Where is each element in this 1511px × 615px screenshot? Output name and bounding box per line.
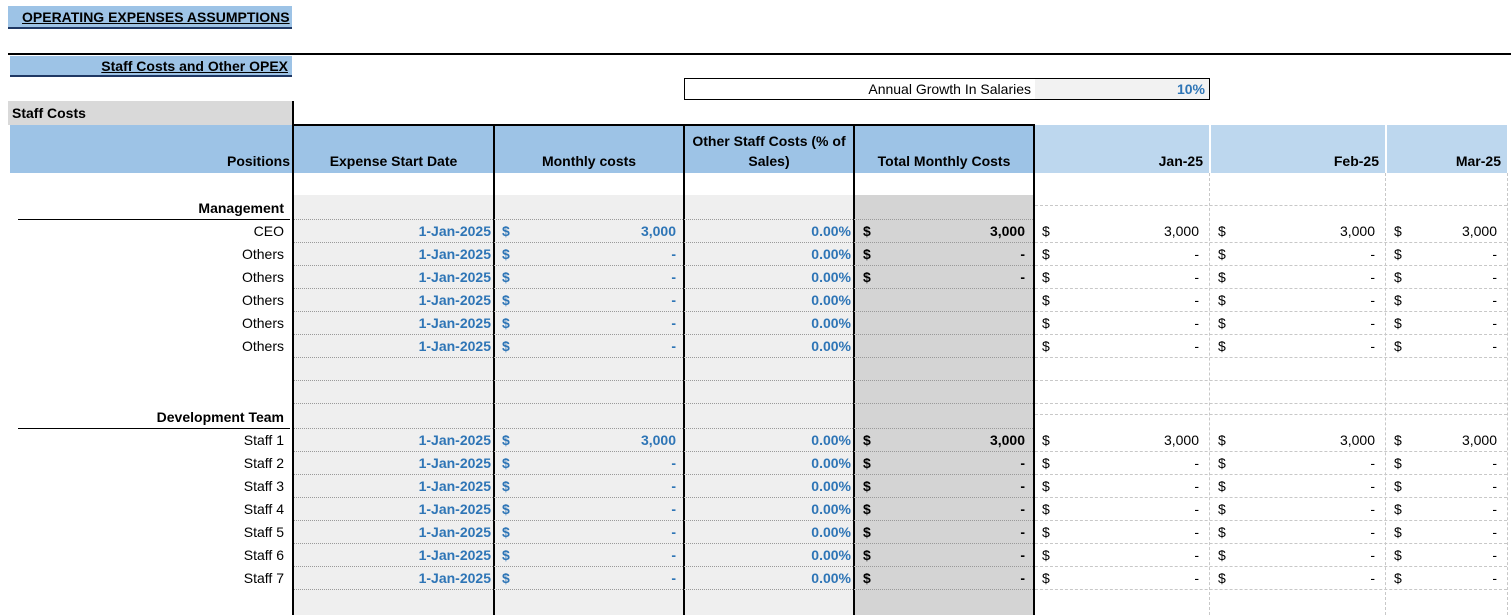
total-monthly-value: - (1020, 547, 1025, 563)
total-monthly-value: - (1020, 570, 1025, 586)
month-value: - (1194, 547, 1199, 563)
month-row-divider (1035, 403, 1507, 404)
month-value: - (1194, 292, 1199, 308)
currency-symbol: $ (1042, 570, 1050, 586)
start-date-input[interactable]: 1-Jan-2025 (418, 315, 491, 331)
start-date-input[interactable]: 1-Jan-2025 (418, 246, 491, 262)
currency-symbol: $ (1218, 432, 1226, 448)
other-costs-input[interactable]: 0.00% (811, 246, 851, 262)
currency-symbol: $ (502, 292, 510, 308)
position-label: Others (241, 338, 284, 354)
currency-symbol: $ (502, 570, 510, 586)
position-label: Staff 2 (243, 455, 284, 471)
month-value: - (1492, 524, 1497, 540)
position-label: Others (241, 292, 284, 308)
currency-symbol: $ (1394, 478, 1402, 494)
position-label: Staff 1 (243, 432, 284, 448)
currency-symbol: $ (1042, 501, 1050, 517)
currency-symbol: $ (502, 223, 510, 239)
currency-symbol: $ (1042, 338, 1050, 354)
monthly-cost-input[interactable]: - (671, 269, 676, 285)
column-divider (853, 125, 855, 615)
currency-symbol: $ (1394, 315, 1402, 331)
month-divider (1507, 173, 1508, 615)
position-label: Staff 7 (243, 570, 284, 586)
month-value: 3,000 (1339, 432, 1375, 448)
currency-symbol: $ (1042, 432, 1050, 448)
currency-symbol: $ (1394, 223, 1402, 239)
currency-symbol: $ (1394, 246, 1402, 262)
row-divider (294, 380, 1033, 381)
month-value: - (1370, 501, 1375, 517)
growth-label: Annual Growth In Salaries (868, 81, 1031, 97)
group-title: Management (198, 200, 284, 216)
start-date-input[interactable]: 1-Jan-2025 (418, 547, 491, 563)
month-value: - (1492, 338, 1497, 354)
currency-symbol: $ (502, 455, 510, 471)
start-date-input[interactable]: 1-Jan-2025 (418, 223, 491, 239)
month-value: - (1370, 524, 1375, 540)
sheet-title: OPERATING EXPENSES ASSUMPTIONS (8, 6, 292, 29)
currency-symbol: $ (1218, 246, 1226, 262)
month-value: - (1492, 246, 1497, 262)
position-label: Others (241, 315, 284, 331)
currency-symbol: $ (1394, 547, 1402, 563)
month-value: - (1370, 338, 1375, 354)
currency-symbol: $ (502, 338, 510, 354)
month-row-divider (1035, 205, 1507, 206)
other-costs-input[interactable]: 0.00% (811, 315, 851, 331)
position-label: Staff 3 (243, 478, 284, 494)
monthly-cost-input[interactable]: - (671, 315, 676, 331)
header-monthly-costs: Monthly costs (495, 125, 683, 173)
group-title: Development Team (156, 409, 284, 425)
position-label: Staff 4 (243, 501, 284, 517)
month-value: - (1194, 524, 1199, 540)
month-value: - (1194, 570, 1199, 586)
month-value: - (1194, 338, 1199, 354)
currency-symbol: $ (1218, 223, 1226, 239)
month-value: - (1194, 246, 1199, 262)
month-value: 3,000 (1339, 223, 1375, 239)
currency-symbol: $ (863, 269, 871, 285)
total-monthly-value: 3,000 (989, 223, 1025, 239)
currency-symbol: $ (863, 501, 871, 517)
month-value: 3,000 (1461, 432, 1497, 448)
total-monthly-value: - (1020, 501, 1025, 517)
position-label: Others (241, 246, 284, 262)
currency-symbol: $ (1218, 315, 1226, 331)
monthly-cost-input[interactable]: - (671, 338, 676, 354)
currency-symbol: $ (502, 547, 510, 563)
staff-costs-label: Staff Costs (8, 101, 292, 125)
total-monthly-value: - (1020, 455, 1025, 471)
month-divider (1209, 173, 1210, 615)
header-positions: Positions (10, 125, 292, 173)
start-date-input[interactable]: 1-Jan-2025 (418, 524, 491, 540)
other-costs-input[interactable]: 0.00% (811, 223, 851, 239)
section-subtitle: Staff Costs and Other OPEX (10, 56, 292, 77)
row-divider (294, 403, 1033, 404)
other-costs-input[interactable]: 0.00% (811, 547, 851, 563)
currency-symbol: $ (1042, 455, 1050, 471)
other-costs-input[interactable]: 0.00% (811, 570, 851, 586)
position-label: Others (241, 269, 284, 285)
month-value: - (1492, 269, 1497, 285)
position-label: CEO (253, 223, 284, 239)
currency-symbol: $ (1218, 547, 1226, 563)
other-costs-input[interactable]: 0.00% (811, 269, 851, 285)
row-divider (294, 357, 1033, 358)
column-divider (493, 125, 495, 615)
currency-symbol: $ (1042, 478, 1050, 494)
start-date-input[interactable]: 1-Jan-2025 (418, 478, 491, 494)
month-value: - (1492, 478, 1497, 494)
month-value: - (1492, 501, 1497, 517)
month-row-divider (1035, 414, 1507, 415)
other-costs-input[interactable]: 0.00% (811, 292, 851, 308)
currency-symbol: $ (1042, 524, 1050, 540)
total-monthly-value: - (1020, 246, 1025, 262)
currency-symbol: $ (1218, 524, 1226, 540)
currency-symbol: $ (1042, 292, 1050, 308)
month-value: - (1370, 570, 1375, 586)
currency-symbol: $ (1394, 524, 1402, 540)
header-other-staff-costs: Other Staff Costs (% of Sales) (685, 125, 853, 173)
monthly-cost-input[interactable]: 3,000 (640, 432, 676, 448)
currency-symbol: $ (502, 501, 510, 517)
monthly-cost-input[interactable]: 3,000 (640, 223, 676, 239)
monthly-cost-input[interactable]: - (671, 246, 676, 262)
month-value: 3,000 (1163, 432, 1199, 448)
month-value: - (1370, 292, 1375, 308)
currency-symbol: $ (1218, 570, 1226, 586)
monthly-cost-input[interactable]: - (671, 455, 676, 471)
month-value: - (1370, 478, 1375, 494)
month-value: - (1370, 547, 1375, 563)
currency-symbol: $ (1042, 269, 1050, 285)
currency-symbol: $ (1218, 292, 1226, 308)
currency-symbol: $ (502, 524, 510, 540)
month-row-divider (1035, 357, 1507, 358)
header-month-1: Jan-25 (1035, 125, 1209, 173)
currency-symbol: $ (502, 432, 510, 448)
position-label: Staff 6 (243, 547, 284, 563)
total-monthly-value: - (1020, 269, 1025, 285)
month-value: - (1194, 269, 1199, 285)
currency-symbol: $ (1394, 501, 1402, 517)
month-value: - (1492, 455, 1497, 471)
currency-symbol: $ (863, 547, 871, 563)
monthly-cost-input[interactable]: - (671, 292, 676, 308)
start-date-input[interactable]: 1-Jan-2025 (418, 292, 491, 308)
other-costs-input[interactable]: 0.00% (811, 338, 851, 354)
section-divider (8, 53, 1511, 55)
currency-symbol: $ (1394, 455, 1402, 471)
currency-symbol: $ (1042, 223, 1050, 239)
other-costs-input[interactable]: 0.00% (811, 501, 851, 517)
other-costs-input[interactable]: 0.00% (811, 478, 851, 494)
month-value: 3,000 (1163, 223, 1199, 239)
month-value: - (1370, 246, 1375, 262)
total-monthly-value: 3,000 (989, 432, 1025, 448)
monthly-cost-input[interactable]: - (671, 501, 676, 517)
currency-symbol: $ (502, 315, 510, 331)
column-divider (1033, 125, 1035, 615)
month-value: - (1492, 315, 1497, 331)
other-costs-input[interactable]: 0.00% (811, 455, 851, 471)
currency-symbol: $ (863, 432, 871, 448)
start-date-input[interactable]: 1-Jan-2025 (418, 501, 491, 517)
currency-symbol: $ (863, 570, 871, 586)
currency-symbol: $ (1394, 338, 1402, 354)
currency-symbol: $ (1394, 292, 1402, 308)
position-label: Staff 5 (243, 524, 284, 540)
month-value: - (1194, 501, 1199, 517)
other-costs-input[interactable]: 0.00% (811, 524, 851, 540)
growth-assumption (684, 78, 1210, 100)
currency-symbol: $ (1218, 338, 1226, 354)
total-monthly-value: - (1020, 524, 1025, 540)
currency-symbol: $ (863, 524, 871, 540)
currency-symbol: $ (1218, 269, 1226, 285)
column-divider (683, 125, 685, 615)
month-value: - (1370, 455, 1375, 471)
currency-symbol: $ (863, 246, 871, 262)
currency-symbol: $ (502, 246, 510, 262)
header-total-monthly: Total Monthly Costs (855, 125, 1033, 173)
currency-symbol: $ (1042, 246, 1050, 262)
month-row-divider (1035, 380, 1507, 381)
column-divider (292, 125, 294, 615)
month-value: 3,000 (1461, 223, 1497, 239)
month-divider (1385, 173, 1386, 615)
currency-symbol: $ (863, 223, 871, 239)
row-divider (294, 589, 1033, 590)
currency-symbol: $ (1394, 570, 1402, 586)
monthly-cost-input[interactable]: - (671, 570, 676, 586)
header-month-2: Feb-25 (1211, 125, 1385, 173)
month-row-divider (1035, 589, 1507, 590)
other-costs-input[interactable]: 0.00% (811, 432, 851, 448)
header-start-date: Expense Start Date (294, 125, 493, 173)
currency-symbol: $ (1218, 455, 1226, 471)
month-value: - (1370, 315, 1375, 331)
month-value: - (1194, 455, 1199, 471)
monthly-cost-input[interactable]: - (671, 547, 676, 563)
growth-input[interactable]: 10% (1035, 79, 1209, 99)
currency-symbol: $ (502, 269, 510, 285)
monthly-cost-input[interactable]: - (671, 524, 676, 540)
start-date-input[interactable]: 1-Jan-2025 (418, 269, 491, 285)
header-top-border (292, 124, 1035, 126)
month-value: - (1492, 547, 1497, 563)
currency-symbol: $ (1042, 315, 1050, 331)
month-value: - (1194, 478, 1199, 494)
currency-symbol: $ (863, 478, 871, 494)
start-date-input[interactable]: 1-Jan-2025 (418, 338, 491, 354)
total-monthly-value: - (1020, 478, 1025, 494)
month-value: - (1492, 570, 1497, 586)
currency-symbol: $ (1394, 269, 1402, 285)
currency-symbol: $ (1218, 501, 1226, 517)
currency-symbol: $ (863, 455, 871, 471)
start-date-input[interactable]: 1-Jan-2025 (418, 570, 491, 586)
month-value: - (1492, 292, 1497, 308)
header-month-3: Mar-25 (1387, 125, 1507, 173)
monthly-cost-input[interactable]: - (671, 478, 676, 494)
currency-symbol: $ (1218, 478, 1226, 494)
positions-header-border (292, 101, 294, 125)
start-date-input[interactable]: 1-Jan-2025 (418, 455, 491, 471)
start-date-input[interactable]: 1-Jan-2025 (418, 432, 491, 448)
currency-symbol: $ (1394, 432, 1402, 448)
currency-symbol: $ (502, 478, 510, 494)
month-value: - (1370, 269, 1375, 285)
currency-symbol: $ (1042, 547, 1050, 563)
month-value: - (1194, 315, 1199, 331)
